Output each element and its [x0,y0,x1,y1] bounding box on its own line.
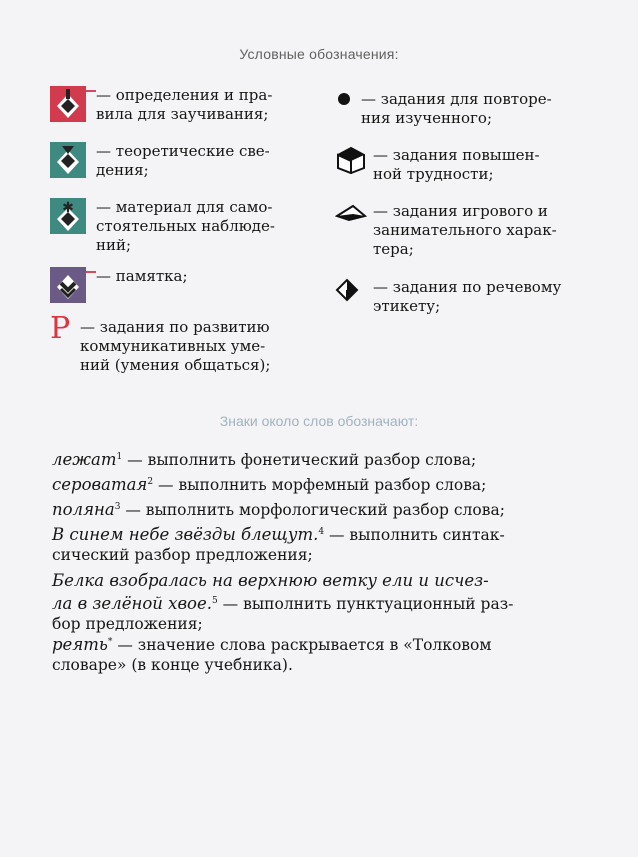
sign-mark: 4 [318,527,325,537]
svg-text:✱: ✱ [62,200,74,216]
legend-item-rules [50,86,300,124]
legend-text: — памятка; [96,267,188,285]
sign-word: Белка взобралась на верхнюю ветку ели и исчез- ла в зелёной хвое. [52,571,489,614]
legend-item-etiquette [335,278,593,316]
paper-boat-icon [335,202,371,226]
sign-text: — значение слова раскрывается в «Толковом словаре» (в конце учебника). [52,636,492,675]
sign-text: — выполнить морфемный разбор слова; [153,476,487,495]
sign-word: реять [52,635,108,655]
red-diamond-exclamation-icon [50,86,86,122]
sign-text: — выполнить синтак- сический разбор предложения; [52,526,505,565]
legend-item-game [335,202,593,259]
legend-text: — материал для само- стоятельных наблюде- ний; [96,198,275,254]
legend-text: — определения и пра- вила для заучивания; [96,86,273,123]
sign-word: сероватая [52,475,148,495]
sign-text: — выполнить пунктуационный раз- бор предложения; [52,595,514,634]
sign-word: В синем небе звёзды блещут. [52,525,319,545]
legend-item-review [335,90,593,128]
sign-mark: * [107,637,113,647]
sign-word: лежат [52,450,117,470]
legend-text: — задания по речевому этикету; [373,278,562,315]
teal-diamond-arrow-icon [50,142,86,178]
legend-item-memo [50,267,300,303]
signs-title: Знаки около слов обозначают: [219,413,419,429]
legend-item-communication [50,311,308,375]
legend-title: Условные обозначения: [239,46,399,62]
speech-arrow-icon [335,278,371,302]
legend-item-observation [50,198,300,255]
legend-item-hard [335,146,593,184]
teal-diamond-star-icon [50,198,86,234]
letter-r-icon: Р [50,311,71,346]
sign-word: поляна [52,500,115,520]
sign-mark: 5 [212,596,218,606]
sign-item-syntactic [52,522,592,565]
sign-item-morphological [52,497,592,520]
legend-text: — теоретические све- дения; [96,142,270,179]
legend-item-theory [50,142,300,180]
legend-text: — задания по развитию коммуникативных уме- ний (умения общаться); [80,318,271,374]
sign-mark: 3 [114,502,121,512]
red-line [86,90,96,92]
sign-text: — выполнить фонетический разбор слова; [122,451,477,470]
sign-mark: 1 [116,452,123,462]
legend-text: — задания для повторе- ния изученного; [361,90,552,127]
legend-text: — задания повышен- ной трудности; [373,146,540,183]
sign-item-punctuation [52,571,592,634]
sign-item-dictionary [52,632,592,675]
sign-item-morphemic [52,472,592,495]
red-line [86,271,96,273]
sign-text: — выполнить морфологический разбор слова; [120,501,505,520]
purple-diamond-check-icon [50,267,86,303]
legend-text: — задания игрового и занимательного харак- тера; [373,202,557,258]
cube-icon [335,146,371,170]
sign-item-phonetic [52,447,592,470]
sign-mark: 2 [147,477,154,487]
